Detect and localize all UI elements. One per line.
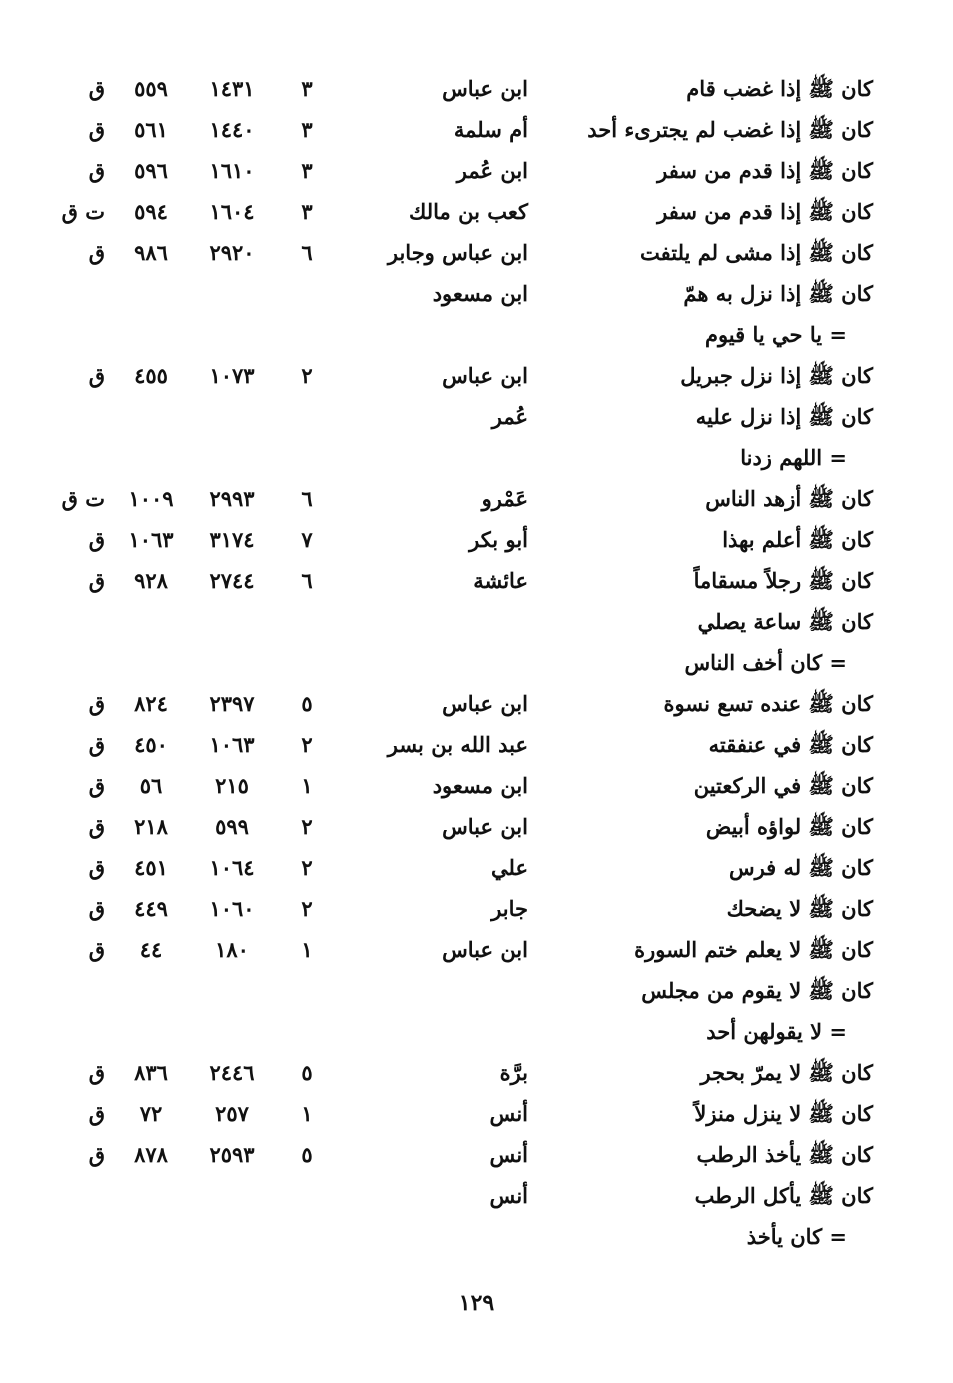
volume-number: ٧ <box>301 527 313 552</box>
cross-reference-row <box>0 437 953 478</box>
narrator: عبد الله بن بسر <box>387 732 528 757</box>
hadith-text: كان ﷺ لواؤه أبيض <box>705 814 873 839</box>
narrator: أنس <box>489 1183 528 1208</box>
index-row <box>0 478 953 519</box>
cross-reference-row <box>0 1216 953 1257</box>
source-code: ق <box>88 568 105 593</box>
volume-number: ٢ <box>301 896 313 921</box>
volume-number: ٢ <box>301 814 313 839</box>
narrator: أنس <box>489 1101 528 1126</box>
volume-number: ٢ <box>301 732 313 757</box>
volume-number: ١ <box>301 1101 313 1126</box>
hadith-number: ٥٦ <box>139 773 163 798</box>
index-row <box>0 150 953 191</box>
page-reference: ٣١٧٤ <box>209 527 255 552</box>
cross-reference: = كان أخف الناس <box>684 650 847 675</box>
volume-number: ٦ <box>301 568 313 593</box>
narrator: ابن مسعود <box>432 281 528 306</box>
hadith-number: ٨٢٤ <box>134 691 168 716</box>
source-code: ق <box>88 773 105 798</box>
index-row <box>0 888 953 929</box>
source-code: ق <box>88 732 105 757</box>
volume-number: ٣ <box>301 76 313 101</box>
hadith-text: كان ﷺ لا يعلم ختم السورة <box>634 937 873 962</box>
hadith-text: كان ﷺ رجلاً مسقاماً <box>693 568 873 593</box>
volume-number: ٢ <box>301 363 313 388</box>
page-reference: ١٠٦٠ <box>209 896 255 921</box>
source-code: ق <box>88 937 105 962</box>
volume-number: ١ <box>301 937 313 962</box>
narrator: عائشة <box>473 568 528 593</box>
index-row <box>0 683 953 724</box>
page-reference: ٢٥٩٣ <box>209 1142 255 1167</box>
source-code: ق <box>88 117 105 142</box>
index-row <box>0 232 953 273</box>
volume-number: ٦ <box>301 486 313 511</box>
cross-reference-row <box>0 314 953 355</box>
index-row <box>0 1052 953 1093</box>
hadith-number: ١٠٠٩ <box>128 486 174 511</box>
narrator: علي <box>491 855 528 880</box>
hadith-number: ٧٢ <box>139 1101 163 1126</box>
narrator: برَّة <box>499 1060 528 1085</box>
index-row <box>0 724 953 765</box>
hadith-text: كان ﷺ أعلم بهذا <box>722 527 873 552</box>
page-reference: ١٤٤٠ <box>209 117 255 142</box>
page-reference: ١٠٧٣ <box>209 363 255 388</box>
page-reference: ١٨٠ <box>215 937 249 962</box>
narrator: أبو بكر <box>469 527 528 552</box>
volume-number: ٢ <box>301 855 313 880</box>
page-reference: ٢٤٤٦ <box>209 1060 255 1085</box>
source-code: ق <box>88 1101 105 1126</box>
hadith-number: ٩٢٨ <box>134 568 168 593</box>
source-code: ق <box>88 1060 105 1085</box>
index-row <box>0 519 953 560</box>
index-row <box>0 1093 953 1134</box>
hadith-number: ٨٧٨ <box>134 1142 168 1167</box>
volume-number: ٣ <box>301 158 313 183</box>
page-number: ١٢٩ <box>458 1290 495 1316</box>
page-reference: ٥٩٩ <box>215 814 249 839</box>
source-code: ت ق <box>61 486 105 511</box>
source-code: ق <box>88 240 105 265</box>
hadith-number: ٤٥١ <box>134 855 168 880</box>
hadith-text: كان ﷺ يأكل الرطب <box>694 1183 873 1208</box>
narrator: ابن عباس <box>442 76 528 101</box>
index-row <box>0 806 953 847</box>
hadith-text: كان ﷺ لا ينزل منزلاً <box>694 1101 873 1126</box>
page-reference: ١٤٣١ <box>209 76 255 101</box>
hadith-text: كان ﷺ أزهد الناس <box>705 486 873 511</box>
page-reference: ٢٥٧ <box>215 1101 249 1126</box>
hadith-text: كان ﷺ إذا قدم من سفر <box>657 199 873 224</box>
hadith-number: ٩٨٦ <box>134 240 168 265</box>
index-row <box>0 601 953 642</box>
hadith-text: كان ﷺ لا يمرّ بحجر <box>700 1060 873 1085</box>
cross-reference: = اللهم زدنا <box>740 445 847 470</box>
source-code: ت ق <box>61 199 105 224</box>
index-row <box>0 68 953 109</box>
narrator: أنس <box>489 1142 528 1167</box>
hadith-number: ٢١٨ <box>134 814 168 839</box>
source-code: ق <box>88 855 105 880</box>
source-code: ق <box>88 896 105 921</box>
hadith-text: كان ﷺ عنده تسع نسوة <box>663 691 873 716</box>
index-row <box>0 970 953 1011</box>
narrator: ابن عُمر <box>456 158 528 183</box>
hadith-number: ٤٥٠ <box>134 732 168 757</box>
page-reference: ٢٧٤٤ <box>209 568 255 593</box>
hadith-text: كان ﷺ إذا نزل جبريل <box>680 363 873 388</box>
hadith-text: كان ﷺ له فرس <box>728 855 873 880</box>
hadith-text: كان ﷺ ساعة يصلي <box>697 609 873 634</box>
narrator: ابن عباس <box>442 363 528 388</box>
narrator: جابر <box>491 896 528 921</box>
volume-number: ٦ <box>301 240 313 265</box>
index-row <box>0 109 953 150</box>
volume-number: ٣ <box>301 117 313 142</box>
cross-reference: = يا حي يا قيوم <box>704 322 847 347</box>
index-row <box>0 1134 953 1175</box>
source-code: ق <box>88 814 105 839</box>
volume-number: ٥ <box>301 1142 313 1167</box>
index-row <box>0 355 953 396</box>
source-code: ق <box>88 158 105 183</box>
page-reference: ١٠٦٣ <box>209 732 255 757</box>
narrator: عُمر <box>491 404 528 429</box>
hadith-number: ٥٥٩ <box>134 76 168 101</box>
source-code: ق <box>88 76 105 101</box>
hadith-number: ٤٤ <box>139 937 163 962</box>
volume-number: ٥ <box>301 1060 313 1085</box>
page-reference: ١٦٠٤ <box>209 199 255 224</box>
page-reference: ٢٩٢٠ <box>209 240 255 265</box>
hadith-text: كان ﷺ إذا نزل به همّ <box>683 281 873 306</box>
cross-reference: = لا يقولهن أحد <box>706 1019 847 1044</box>
index-row <box>0 191 953 232</box>
page-reference: ٢١٥ <box>215 773 249 798</box>
index-row <box>0 1175 953 1216</box>
hadith-number: ١٠٦٣ <box>128 527 174 552</box>
index-row <box>0 929 953 970</box>
narrator: ابن عباس <box>442 937 528 962</box>
cross-reference-row <box>0 1011 953 1052</box>
cross-reference-row <box>0 642 953 683</box>
hadith-text: كان ﷺ لا يضحك <box>726 896 873 921</box>
page-reference: ٢٣٩٧ <box>209 691 255 716</box>
source-code: ق <box>88 1142 105 1167</box>
cross-reference: = كان يأخذ <box>746 1224 847 1249</box>
narrator: ابن عباس <box>442 814 528 839</box>
index-row <box>0 847 953 888</box>
hadith-text: كان ﷺ إذا غضب قام <box>686 76 873 101</box>
index-row <box>0 765 953 806</box>
narrator: ابن عباس <box>442 691 528 716</box>
hadith-text: كان ﷺ إذا غضب لم يجترىء أحد <box>587 117 873 142</box>
hadith-text: كان ﷺ إذا نزل عليه <box>695 404 873 429</box>
page-reference: ١٠٦٤ <box>209 855 255 880</box>
index-row <box>0 273 953 314</box>
hadith-text: كان ﷺ إذا مشى لم يلتفت <box>640 240 873 265</box>
hadith-text: كان ﷺ في الركعتين <box>693 773 873 798</box>
narrator: ابن عباس وجابر <box>387 240 528 265</box>
narrator: كعب بن مالك <box>409 199 528 224</box>
page-reference: ١٦١٠ <box>209 158 255 183</box>
hadith-number: ٨٣٦ <box>134 1060 168 1085</box>
hadith-text: كان ﷺ لا يقوم من مجلس <box>641 978 873 1003</box>
narrator: عَمْرو <box>481 486 528 511</box>
hadith-number: ٥٩٦ <box>134 158 168 183</box>
source-code: ق <box>88 363 105 388</box>
narrator: أم سلمة <box>453 117 528 142</box>
hadith-number: ٤٥٥ <box>134 363 168 388</box>
hadith-text: كان ﷺ إذا قدم من سفر <box>657 158 873 183</box>
volume-number: ٥ <box>301 691 313 716</box>
index-row <box>0 560 953 601</box>
volume-number: ٣ <box>301 199 313 224</box>
hadith-text: كان ﷺ في عنفقته <box>708 732 873 757</box>
narrator: ابن مسعود <box>432 773 528 798</box>
hadith-number: ٥٩٤ <box>134 199 168 224</box>
hadith-number: ٤٤٩ <box>134 896 168 921</box>
source-code: ق <box>88 527 105 552</box>
hadith-text: كان ﷺ يأخذ الرطب <box>696 1142 873 1167</box>
source-code: ق <box>88 691 105 716</box>
volume-number: ١ <box>301 773 313 798</box>
index-row <box>0 396 953 437</box>
page-reference: ٢٩٩٣ <box>209 486 255 511</box>
hadith-number: ٥٦١ <box>134 117 168 142</box>
hadith-index-table <box>0 68 953 1257</box>
